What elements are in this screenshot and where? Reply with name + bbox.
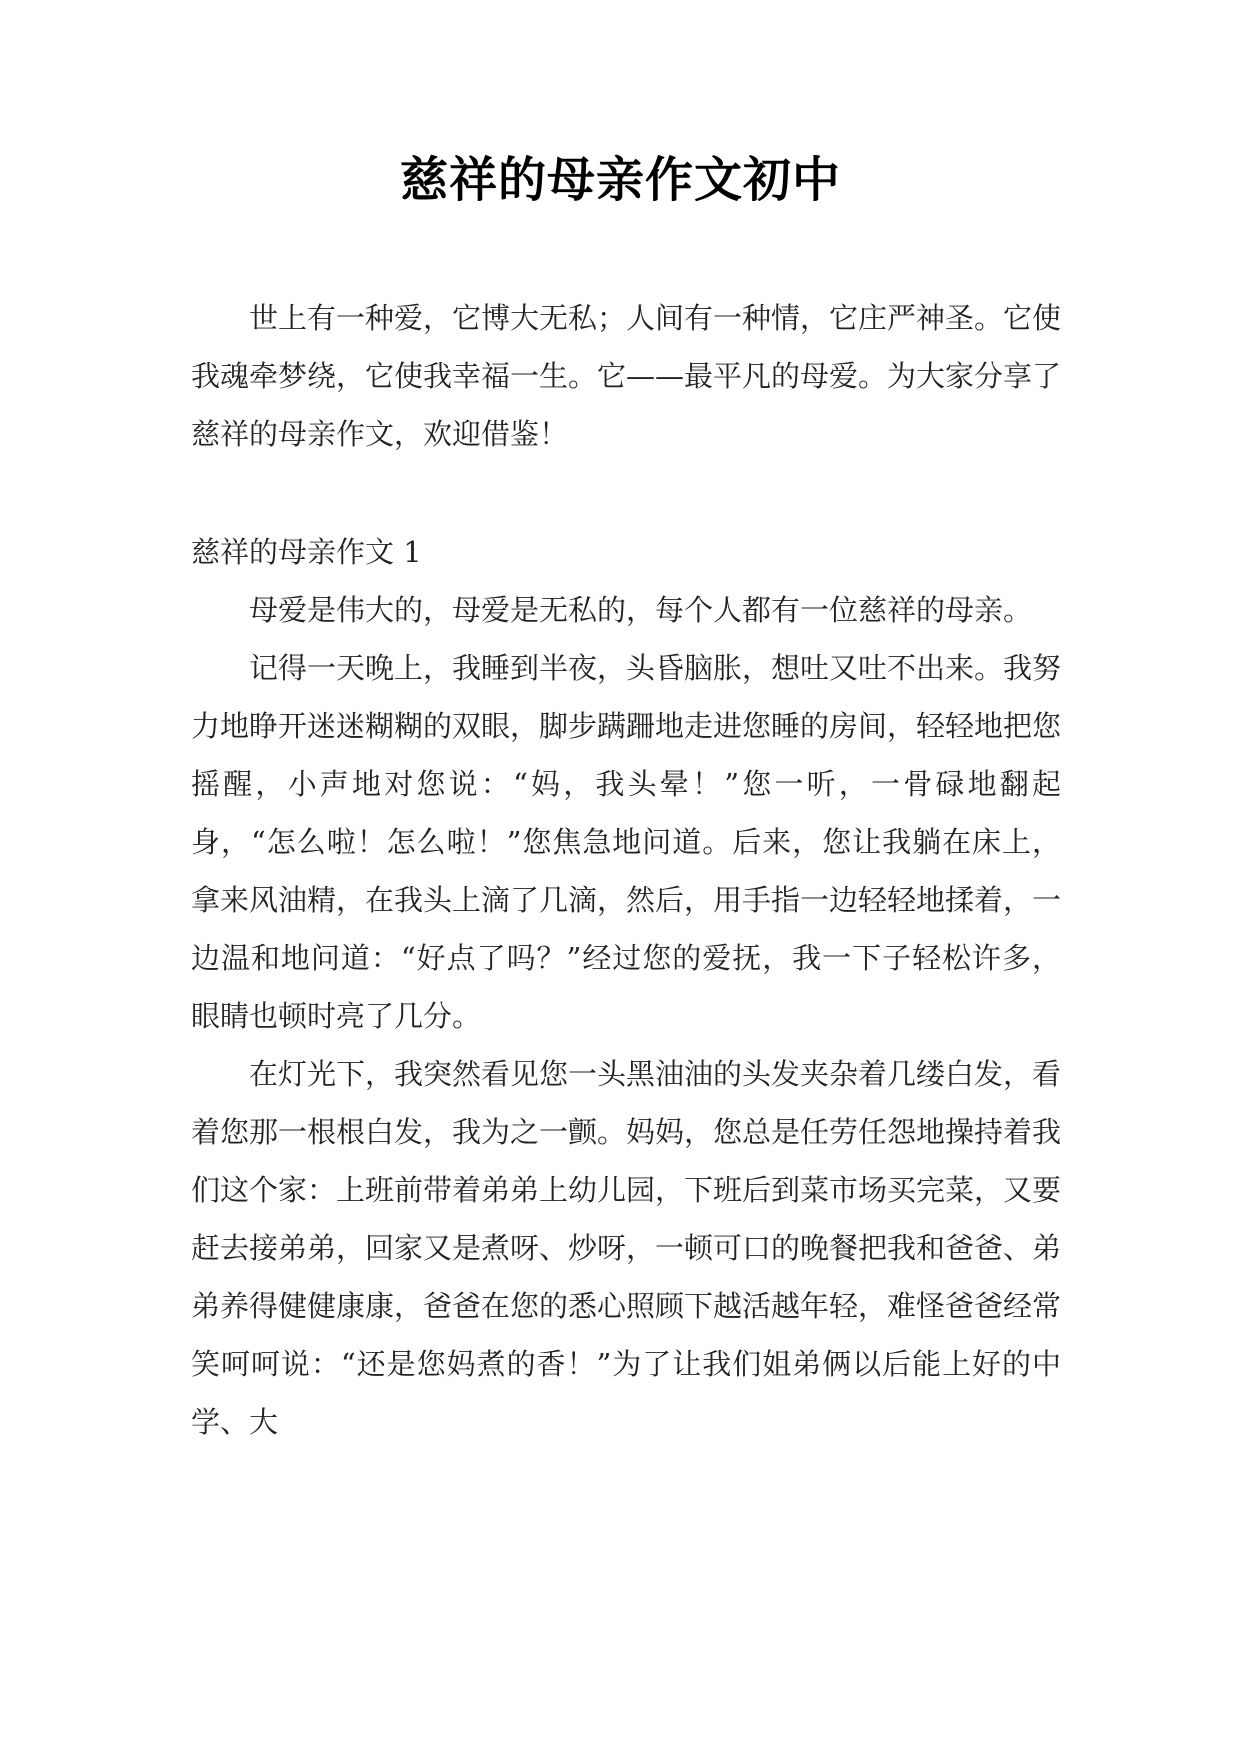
essay-section-1 bbox=[191, 531, 1061, 1451]
body-paragraph: 在灯光下，我突然看见您一头黑油油的头发夹杂着几缕白发，看着您那一根根白发，我为之一颤。妈妈，您总是任劳任怨地操持着我们这个家：上班前带着弟弟上幼儿园，下班后到菜市场买完菜，又要赶去接弟弟，回家又是煮呀、炒呀，一顿可口的晚餐把我和爸爸、弟弟养得健健康康，爸爸在您的悉心照顾下越活越年轻，难怪爸爸经常笑呵呵说：“还是您妈煮的香！”为了让我们姐弟俩以后能上好的中学、大 bbox=[191, 1057, 1062, 1439]
body-paragraph: 记得一天晚上，我睡到半夜，头昏脑胀，想吐又吐不出来。我努力地睁开迷迷糊糊的双眼，脚步蹒跚地走进您睡的房间，轻轻地把您摇醒，小声地对您说：“妈，我头晕！”您一听，一骨碌地翻起身，“怎么啦！怎么啦！”您焦急地问道。后来，您让我躺在床上，拿来风油精，在我头上滴了几滴，然后，用手指一边轻轻地揉着，一边温和地问道：“好点了吗？”经过您的爱抚，我一下子轻松许多，眼睛也顿时亮了几分。 bbox=[191, 651, 1062, 1033]
body-paragraph: 母爱是伟大的，母爱是无私的，每个人都有一位慈祥的母亲。 bbox=[249, 593, 1033, 627]
intro-paragraph: 世上有一种爱，它博大无私；人间有一种情，它庄严神圣。它使我魂牵梦绕，它使我幸福一生。它——最平凡的母爱。为大家分享了慈祥的母亲作文，欢迎借鉴！ bbox=[191, 301, 1062, 451]
document-title: 慈祥的母亲作文初中 bbox=[399, 152, 841, 208]
section-heading: 慈祥的母亲作文 1 bbox=[191, 535, 422, 569]
intro-block bbox=[191, 289, 1061, 463]
